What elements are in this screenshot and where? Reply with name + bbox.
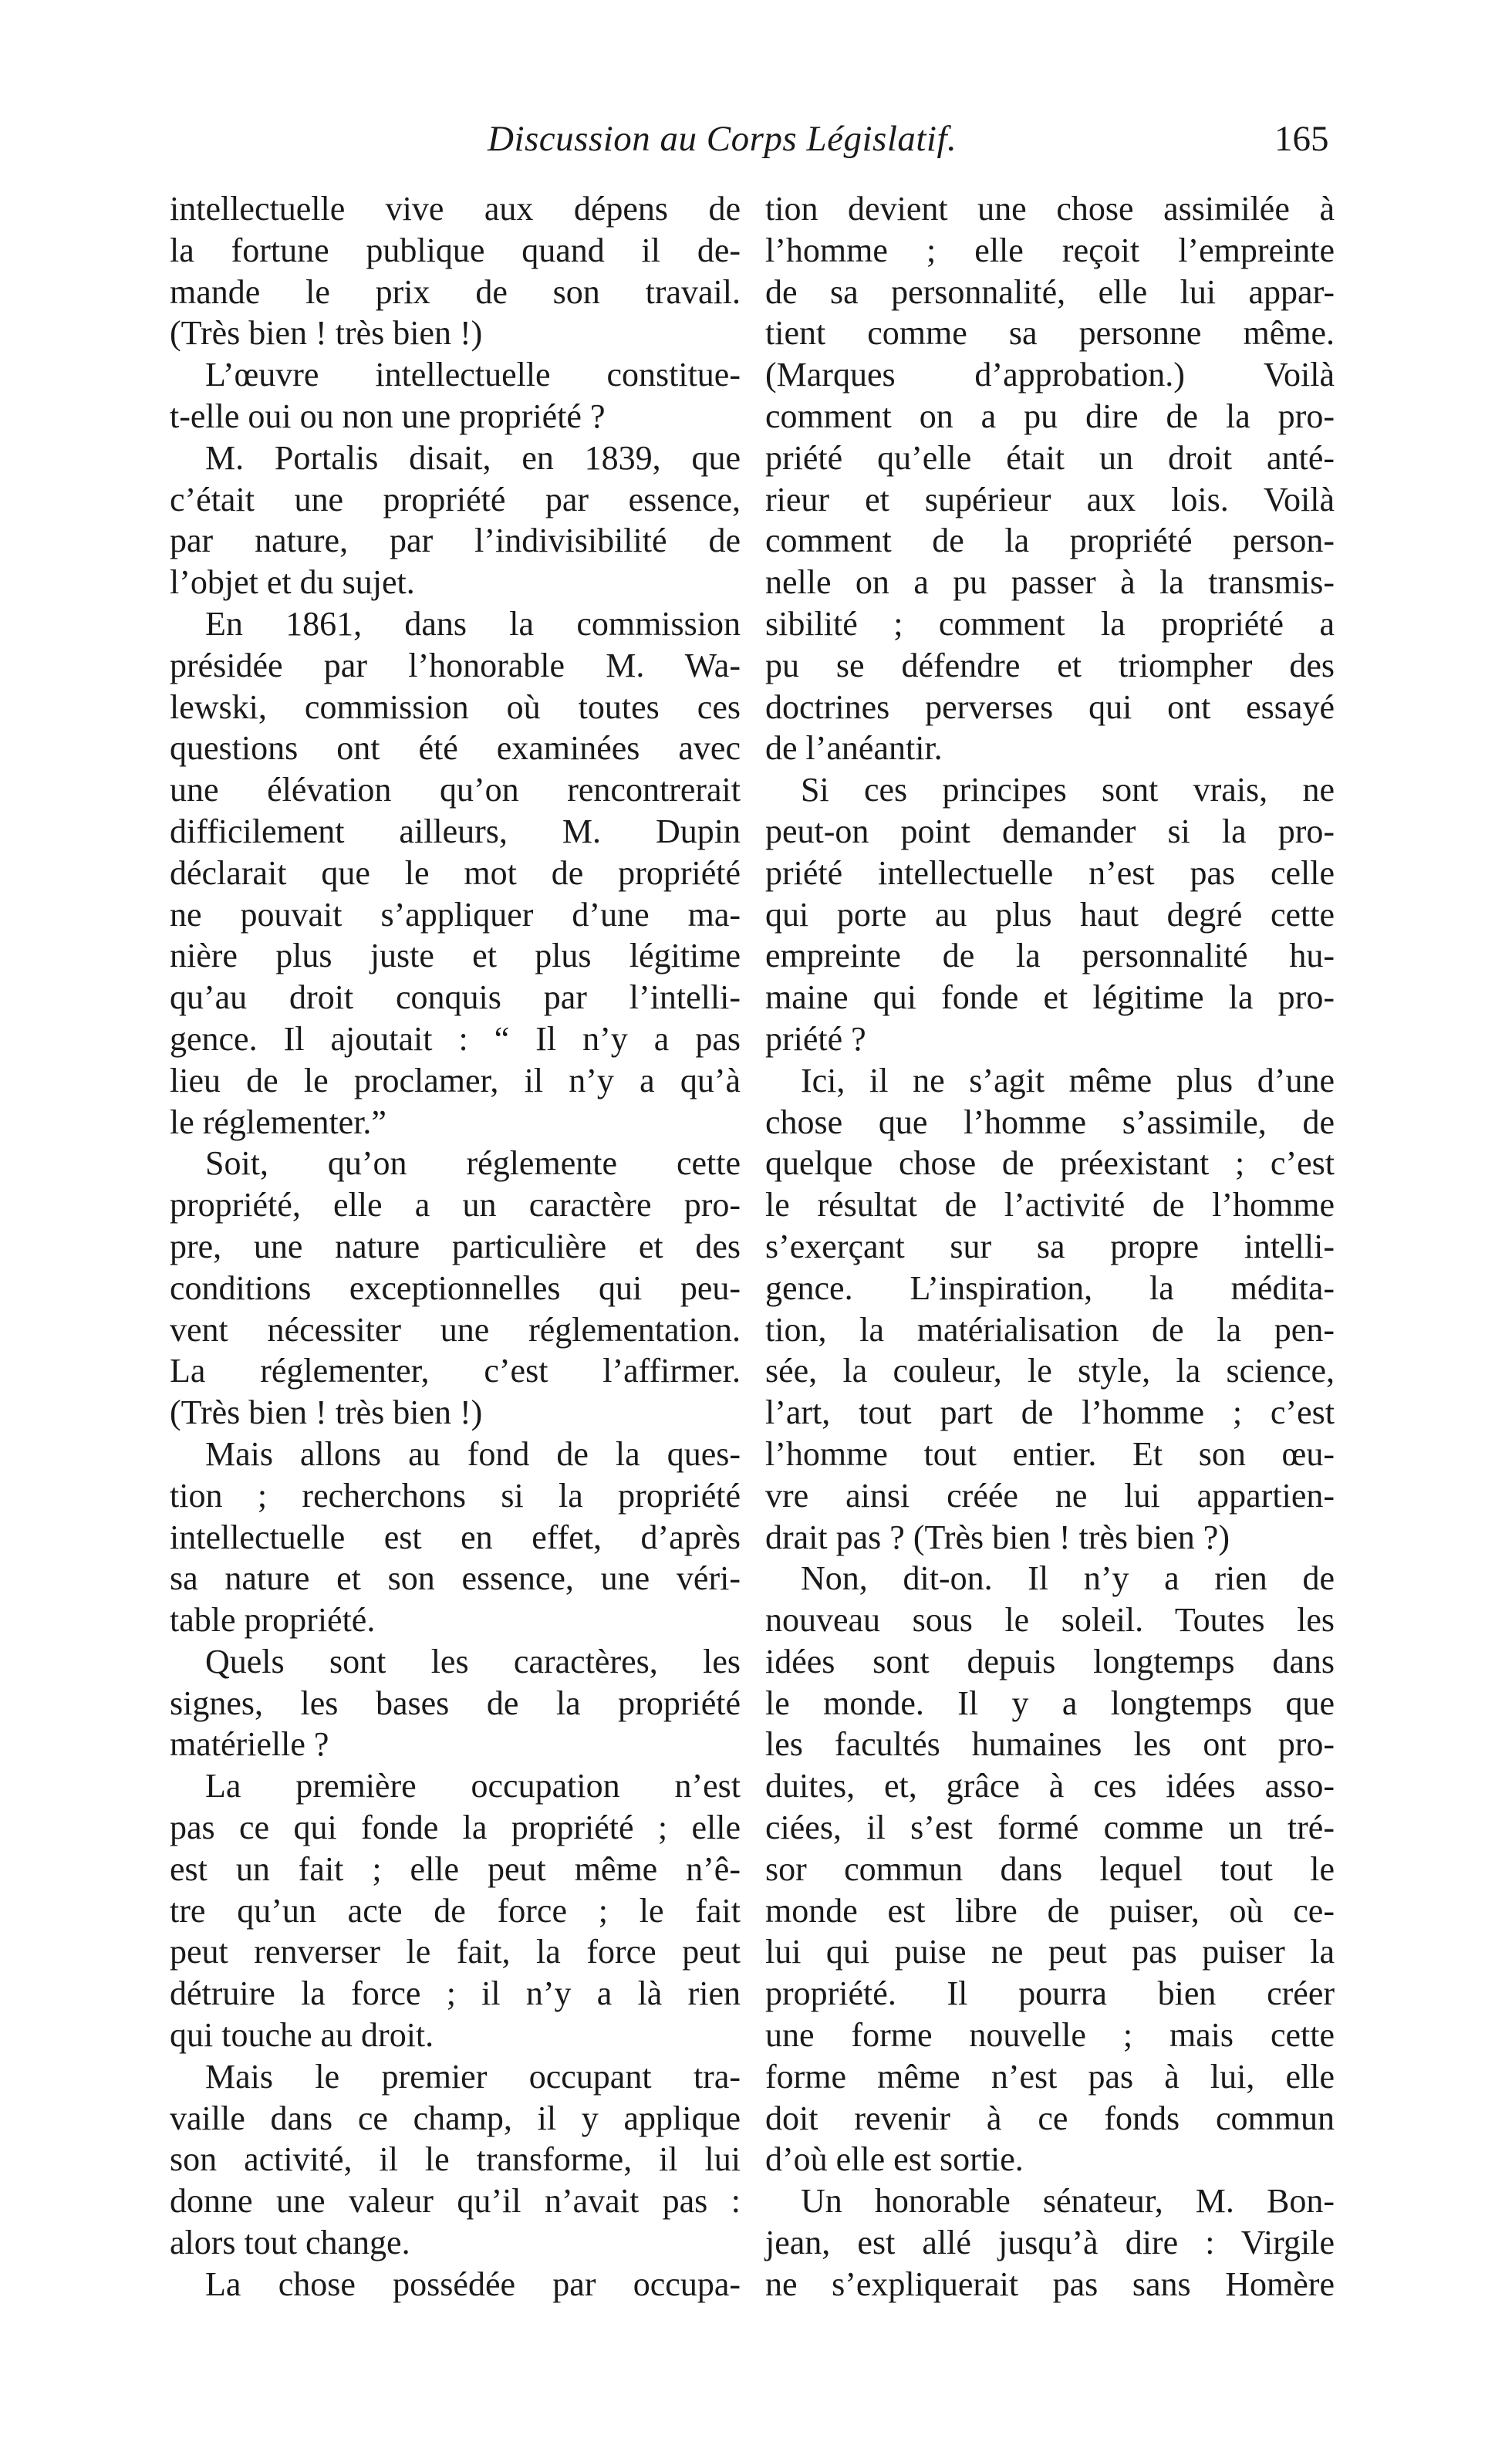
text-line: lui qui puise ne peut pas puiser la	[765, 1933, 1335, 1971]
text-line: tion ; recherchons si la propriété	[170, 1476, 741, 1515]
text-line: d’où elle est sortie.	[765, 2140, 1024, 2179]
text-line: le résultat de l’activité de l’homme	[765, 1186, 1335, 1224]
text-line: drait pas ? (Très bien ! très bien ?)	[765, 1518, 1230, 1556]
text-line: priété qu’elle était un droit anté-	[765, 438, 1335, 477]
text-line: nouveau sous le soleil. Toutes les	[765, 1601, 1335, 1640]
text-line: lieu de le proclamer, il n’y a qu’à	[170, 1061, 741, 1099]
text-line: de l’anéantir.	[765, 729, 943, 768]
text-line: sor commun dans lequel tout le	[765, 1849, 1335, 1888]
text-line: rieur et supérieur aux lois. Voilà	[765, 480, 1335, 518]
text-line: pas ce qui fonde la propriété ; elle	[170, 1809, 741, 1847]
text-line: conditions exceptionnelles qui peu-	[170, 1268, 741, 1307]
text-line: quelque chose de préexistant ; c’est	[765, 1144, 1335, 1183]
text-line: sée, la couleur, le style, la science,	[765, 1352, 1335, 1390]
text-line: vent nécessiter une réglementation.	[170, 1310, 741, 1349]
text-line: ciées, il s’est formé comme un tré-	[765, 1809, 1335, 1847]
text-line: détruire la force ; il n’y a là rien	[170, 1974, 741, 2013]
text-line: matérielle ?	[170, 1725, 329, 1764]
text-line: Mais le premier occupant tra-	[205, 2057, 741, 2096]
text-line: son activité, il le transforme, il lui	[170, 2140, 741, 2179]
text-line: duites, et, grâce à ces idées asso-	[765, 1767, 1335, 1805]
text-line: Quels sont les caractères, les	[205, 1642, 741, 1680]
page-number: 165	[1274, 119, 1329, 159]
text-line: priété ?	[765, 1019, 866, 1058]
text-line: L’œuvre intellectuelle constitue-	[205, 356, 741, 394]
text-line: vaille dans ce champ, il y applique	[170, 2099, 741, 2137]
text-line: difficilement ailleurs, M. Dupin	[170, 812, 741, 850]
text-line: monde est libre de puiser, où ce-	[765, 1891, 1335, 1930]
text-line: comment de la propriété person-	[765, 522, 1335, 560]
text-line: déclarait que le mot de propriété	[170, 853, 741, 892]
text-line: l’objet et du sujet.	[170, 563, 415, 602]
text-line: est un fait ; elle peut même n’ê-	[170, 1849, 741, 1888]
text-line: qu’au droit conquis par l’intelli-	[170, 978, 741, 1017]
text-line: ne s’expliquerait pas sans Homère	[765, 2265, 1335, 2303]
text-line: empreinte de la personnalité hu-	[765, 937, 1335, 975]
text-line: le réglementer.”	[170, 1103, 386, 1141]
text-line: maine qui fonde et légitime la pro-	[765, 978, 1335, 1017]
text-line: sibilité ; comment la propriété a	[765, 604, 1335, 643]
text-line: peut-on point demander si la pro-	[765, 812, 1335, 850]
text-line: propriété, elle a un caractère pro-	[170, 1186, 741, 1224]
text-line: tient comme sa personne même.	[765, 314, 1335, 353]
text-line: Ici, il ne s’agit même plus d’une	[801, 1061, 1335, 1099]
text-line: par nature, par l’indivisibilité de	[170, 522, 741, 560]
text-line: mande le prix de son travail.	[170, 272, 741, 311]
text-line: les facultés humaines les ont pro-	[765, 1725, 1335, 1764]
text-line: La réglementer, c’est l’affirmer.	[170, 1352, 741, 1390]
text-line: lewski, commission où toutes ces	[170, 687, 741, 726]
text-line: jean, est allé jusqu’à dire : Virgile	[765, 2224, 1335, 2262]
text-line: intellectuelle vive aux dépens de	[170, 190, 741, 228]
text-line: (Marques d’approbation.) Voilà	[765, 356, 1335, 394]
text-line: doit revenir à ce fonds commun	[765, 2099, 1335, 2137]
text-line: Soit, qu’on réglemente cette	[205, 1144, 741, 1183]
text-line: La première occupation n’est	[205, 1767, 741, 1805]
text-line: intellectuelle est en effet, d’après	[170, 1518, 741, 1556]
text-line: l’art, tout part de l’homme ; c’est	[765, 1393, 1335, 1432]
text-line: qui touche au droit.	[170, 2016, 434, 2055]
text-line: Mais allons au fond de la ques-	[205, 1434, 741, 1473]
text-line: Non, dit-on. Il n’y a rien de	[801, 1559, 1335, 1598]
text-line: une forme nouvelle ; mais cette	[765, 2016, 1335, 2055]
text-line: peut renverser le fait, la force peut	[170, 1933, 741, 1971]
text-line: doctrines perverses qui ont essayé	[765, 687, 1335, 726]
text-line: signes, les bases de la propriété	[170, 1684, 741, 1722]
text-line: En 1861, dans la commission	[205, 604, 741, 643]
text-line: de sa personnalité, elle lui appar-	[765, 272, 1335, 311]
text-line: Si ces principes sont vrais, ne	[801, 771, 1335, 809]
text-line: sa nature et son essence, une véri-	[170, 1559, 741, 1598]
text-line: l’homme ; elle reçoit l’empreinte	[765, 231, 1335, 269]
text-line: idées sont depuis longtemps dans	[765, 1642, 1335, 1680]
text-line: questions ont été examinées avec	[170, 729, 741, 768]
text-line: (Très bien ! très bien !)	[170, 314, 483, 353]
text-line: qui porte au plus haut degré cette	[765, 895, 1335, 934]
text-line: M. Portalis disait, en 1839, que	[205, 438, 741, 477]
text-line: (Très bien ! très bien !)	[170, 1393, 483, 1432]
text-line: table propriété.	[170, 1601, 376, 1640]
text-line: s’exerçant sur sa propre intelli-	[765, 1227, 1335, 1265]
text-line: chose que l’homme s’assimile, de	[765, 1103, 1335, 1141]
text-line: La chose possédée par occupa-	[205, 2265, 741, 2303]
text-line: vre ainsi créée ne lui appartien-	[765, 1476, 1335, 1515]
text-line: forme même n’est pas à lui, elle	[765, 2057, 1335, 2096]
text-line: tion devient une chose assimilée à	[765, 190, 1335, 228]
text-line: la fortune publique quand il de-	[170, 231, 741, 269]
text-line: alors tout change.	[170, 2224, 410, 2262]
text-line: pre, une nature particulière et des	[170, 1227, 741, 1265]
text-line: Un honorable sénateur, M. Bon-	[801, 2182, 1335, 2221]
text-line: gence. L’inspiration, la médita-	[765, 1268, 1335, 1307]
text-line: présidée par l’honorable M. Wa-	[170, 646, 741, 684]
text-line: comment on a pu dire de la pro-	[765, 397, 1335, 435]
text-line: donne une valeur qu’il n’avait pas :	[170, 2182, 741, 2221]
text-line: priété intellectuelle n’est pas celle	[765, 853, 1335, 892]
left-text-column	[170, 188, 741, 2305]
text-line: nière plus juste et plus légitime	[170, 937, 741, 975]
text-line: une élévation qu’on rencontrerait	[170, 771, 741, 809]
text-line: ne pouvait s’appliquer d’une ma-	[170, 895, 741, 934]
text-line: l’homme tout entier. Et son œu-	[765, 1434, 1335, 1473]
text-line: t-elle oui ou non une propriété ?	[170, 397, 606, 435]
text-line: c’était une propriété par essence,	[170, 480, 741, 518]
text-line: gence. Il ajoutait : “ Il n’y a pas	[170, 1019, 741, 1058]
text-line: tre qu’un acte de force ; le fait	[170, 1891, 741, 1930]
right-text-column	[765, 188, 1335, 2305]
text-line: le monde. Il y a longtemps que	[765, 1684, 1335, 1722]
text-line: pu se défendre et triompher des	[765, 646, 1335, 684]
text-line: propriété. Il pourra bien créer	[765, 1974, 1335, 2013]
running-title: Discussion au Corps Législatif.	[488, 119, 957, 159]
text-line: nelle on a pu passer à la transmis-	[765, 563, 1335, 602]
text-line: tion, la matérialisation de la pen-	[765, 1310, 1335, 1349]
